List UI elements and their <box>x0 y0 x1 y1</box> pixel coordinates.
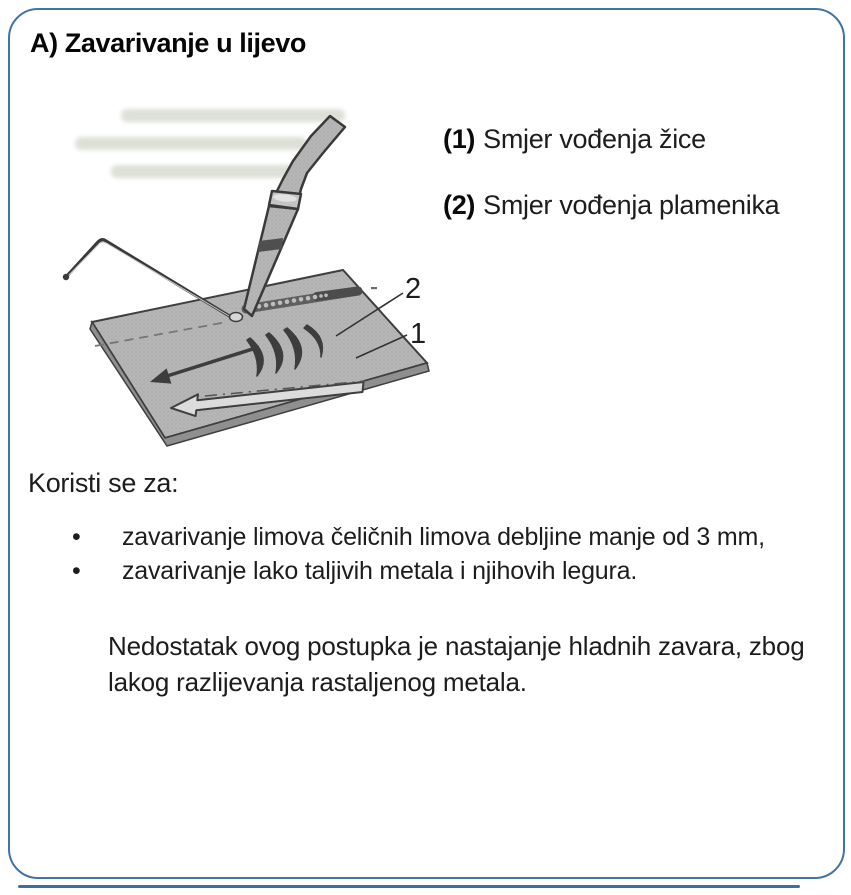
label-1: 1 <box>410 318 427 350</box>
weld-pool <box>230 313 243 322</box>
drawback-note: Nedostatak ovog postupka je nastajanje hladnih zavara, zbog lakog razlijevanja rastaljenog metala. <box>108 631 805 697</box>
welding-diagram <box>55 95 455 455</box>
callout-marker: (2) <box>443 190 476 220</box>
callout-text: Smjer vođenja žice <box>483 124 706 154</box>
page-title: A) Zavarivanje u lijevo <box>30 28 306 58</box>
callout-torch <box>443 188 779 222</box>
list-item <box>72 520 765 554</box>
list-item <box>72 554 765 588</box>
usage-bullet-list <box>72 520 765 588</box>
bottom-divider <box>18 885 800 888</box>
bullet-text: zavarivanje lako taljivih metala i njihovih legura. <box>122 557 638 585</box>
bullet-marker: • <box>72 523 81 551</box>
bullet-text: zavarivanje limova čeličnih limova debljine manje od 3 mm, <box>122 523 765 551</box>
callout-text: Smjer vođenja plamenika <box>483 190 780 220</box>
figure-callouts <box>443 122 779 254</box>
bullet-marker: • <box>72 557 81 585</box>
callout-wire <box>443 122 779 156</box>
usage-lead: Koristi se za: <box>28 468 179 498</box>
callout-marker: (1) <box>443 124 476 154</box>
welding-figure <box>55 95 455 455</box>
label-2: 2 <box>405 273 422 305</box>
